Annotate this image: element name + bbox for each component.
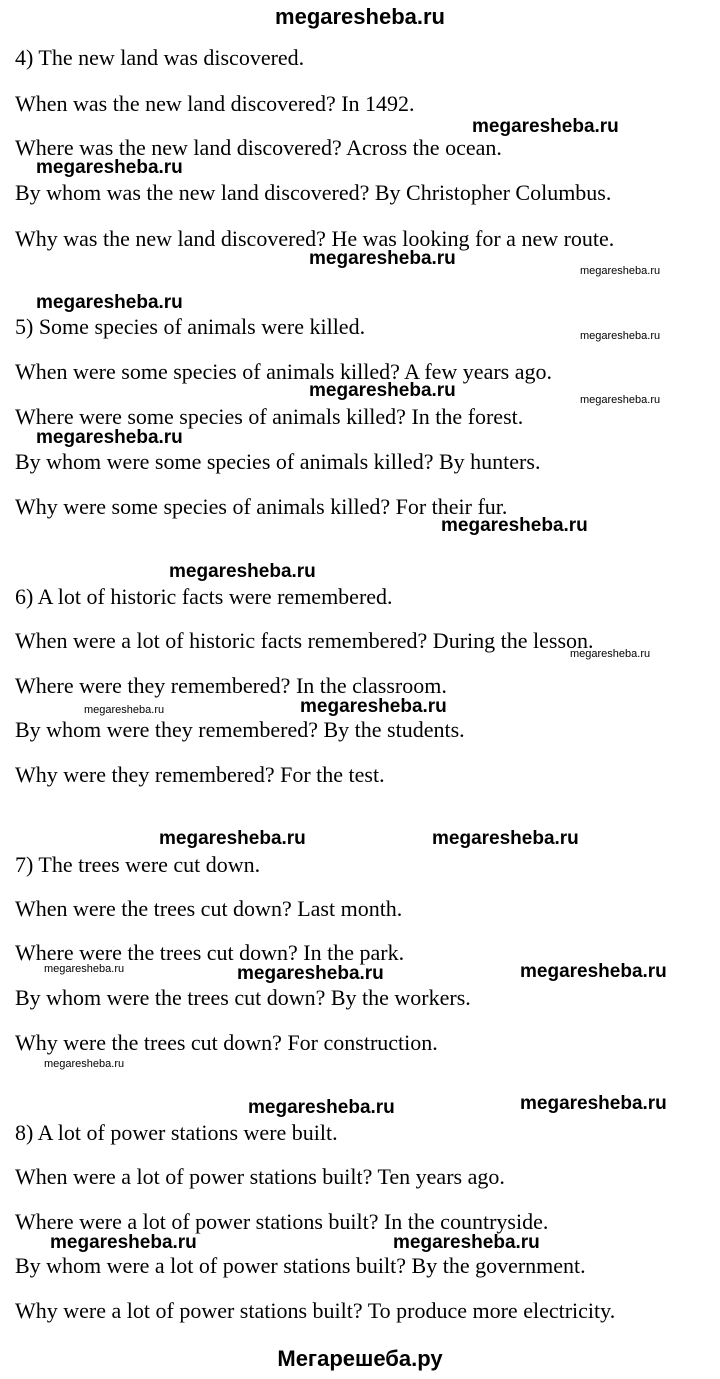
section-4-line-when: When was the new land discovered? In 1492. (15, 91, 415, 116)
watermark: megaresheba.ru (580, 394, 661, 406)
watermark: megaresheba.ru (237, 963, 384, 984)
watermark: megaresheba.ru (520, 1093, 667, 1114)
section-5-line-why: Why were some species of animals killed? For their fur. (15, 494, 508, 519)
section-7-line-why: Why were the trees cut down? For construction. (15, 1030, 438, 1055)
section-8-line-why: Why were a lot of power stations built? To produce more electricity. (15, 1298, 616, 1323)
section-4-line-by-whom: By whom was the new land discovered? By Christopher Columbus. (15, 180, 612, 205)
watermark: megaresheba.ru (44, 1058, 125, 1070)
watermark: megaresheba.ru (50, 1232, 197, 1253)
footer-watermark: Мегарешеба.ру (277, 1346, 443, 1371)
watermark: megaresheba.ru (472, 116, 619, 137)
watermark: megaresheba.ru (36, 427, 183, 448)
section-7-line-when: When were the trees cut down? Last month. (15, 896, 403, 921)
section-7-line-by-whom: By whom were the trees cut down? By the workers. (15, 985, 471, 1010)
watermark: megaresheba.ru (520, 961, 667, 982)
section-5-line-by-whom: By whom were some species of animals killed? By hunters. (15, 449, 541, 474)
section-5-heading: 5) Some species of animals were killed. (15, 314, 366, 339)
section-6-heading: 6) A lot of historic facts were remembered. (15, 584, 393, 609)
section-8-heading: 8) A lot of power stations were built. (15, 1120, 338, 1145)
watermark: megaresheba.ru (159, 828, 306, 849)
watermark: megaresheba.ru (393, 1232, 540, 1253)
section-8-line-where: Where were a lot of power stations built? In the countryside. (15, 1209, 549, 1234)
watermark: megaresheba.ru (570, 648, 651, 660)
section-6-line-when: When were a lot of historic facts remembered? During the lesson. (15, 628, 594, 653)
watermark: megaresheba.ru (432, 828, 579, 849)
section-6-line-by-whom: By whom were they remembered? By the students. (15, 717, 465, 742)
watermark: megaresheba.ru (309, 248, 456, 269)
watermark: megaresheba.ru (309, 380, 456, 401)
watermark: megaresheba.ru (300, 696, 447, 717)
watermark: megaresheba.ru (580, 265, 661, 277)
watermark: megaresheba.ru (441, 515, 588, 536)
header-watermark: megaresheba.ru (275, 4, 445, 29)
section-8-line-by-whom: By whom were a lot of power stations built? By the government. (15, 1253, 586, 1278)
watermark: megaresheba.ru (44, 963, 125, 975)
section-6-line-where: Where were they remembered? In the classroom. (15, 673, 447, 698)
section-5-line-when: When were some species of animals killed? A few years ago. (15, 359, 552, 384)
section-8-line-when: When were a lot of power stations built? Ten years ago. (15, 1164, 505, 1189)
watermark: megaresheba.ru (248, 1097, 395, 1118)
watermark: megaresheba.ru (580, 330, 661, 342)
watermark: megaresheba.ru (36, 157, 183, 178)
watermark: megaresheba.ru (84, 704, 165, 716)
section-4-line-why: Why was the new land discovered? He was looking for a new route. (15, 226, 615, 251)
section-7-heading: 7) The trees were cut down. (15, 852, 261, 877)
watermark: megaresheba.ru (36, 292, 183, 313)
watermark: megaresheba.ru (169, 561, 316, 582)
section-5-line-where: Where were some species of animals killed? In the forest. (15, 404, 524, 429)
section-7-line-where: Where were the trees cut down? In the park. (15, 940, 405, 965)
section-6-line-why: Why were they remembered? For the test. (15, 762, 385, 787)
section-4-heading: 4) The new land was discovered. (15, 45, 305, 70)
section-4-line-where: Where was the new land discovered? Across the ocean. (15, 135, 502, 160)
